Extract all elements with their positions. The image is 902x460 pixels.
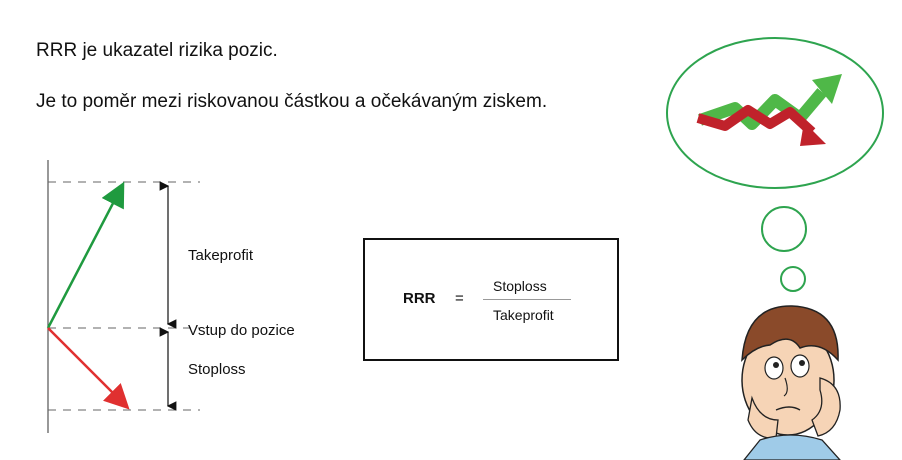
intro-text: RRR je ukazatel rizika pozic.: [36, 40, 278, 61]
formula-equals: =: [455, 290, 464, 307]
rrr-formula-box: [363, 238, 619, 361]
formula-denominator: Takeprofit: [493, 307, 554, 323]
fraction-bar: [483, 299, 571, 300]
formula-lhs: RRR: [403, 290, 436, 307]
loss-arrow: [48, 328, 126, 406]
thinking-person-icon: [742, 306, 840, 460]
thought-bubble-dot-large: [762, 207, 806, 251]
thought-bubble: [667, 38, 883, 188]
entry-label: Vstup do pozice: [188, 322, 295, 339]
thought-bubble-dot-small: [781, 267, 805, 291]
definition-text: Je to poměr mezi riskovanou částkou a očekávaným ziskem.: [36, 91, 548, 112]
takeprofit-label: Takeprofit: [188, 247, 254, 264]
profit-arrow: [48, 186, 122, 328]
stoploss-label: Stoploss: [188, 361, 246, 378]
formula-numerator: Stoploss: [493, 278, 547, 294]
